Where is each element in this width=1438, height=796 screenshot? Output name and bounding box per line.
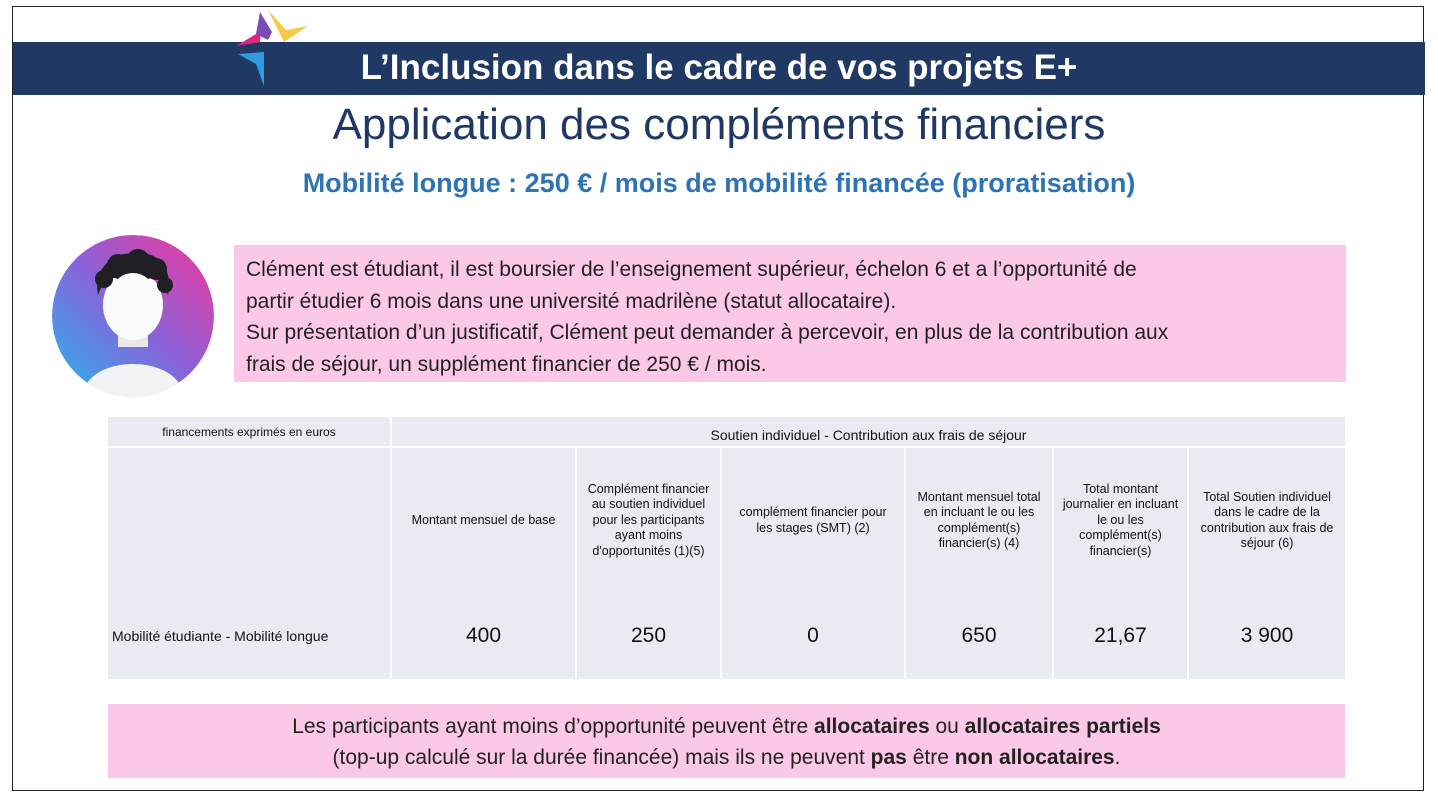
column-header: Total montant journalier en incluant le ou les complément(s) financier(s): [1062, 481, 1179, 558]
table-cell-value: 21,67: [1094, 624, 1147, 647]
note-emphasis: allocataires partiels: [964, 715, 1161, 738]
note-line-1: [108, 711, 1345, 742]
column-header: complément financier pour les stages (SMT) (2): [739, 505, 887, 535]
note-text: être: [906, 746, 955, 769]
logo-yellow-shape: [268, 10, 308, 42]
column-header: Total Soutien individuel dans le cadre de la contribution aux frais de séjour (6): [1200, 489, 1334, 550]
scenario-line: Clément est étudiant, il est boursier de l’enseignement supérieur, échelon 6 et a l’opportunité de: [246, 258, 1137, 281]
table-cell-value: 650: [961, 624, 997, 647]
note-emphasis: non allocataires: [954, 746, 1115, 769]
column-header: Montant mensuel de base: [411, 512, 556, 527]
mobility-heading: Mobilité longue : 250 € / mois de mobilité financée (proratisation): [302, 168, 1136, 198]
table-cell-value: 400: [465, 624, 502, 647]
note-line-2: [108, 742, 1345, 773]
column-header: Montant mensuel total en incluant le ou les complément(s) financier(s) (4): [917, 489, 1041, 550]
table-cell-value: 3 900: [1240, 624, 1294, 647]
erasmus-star-logo: [230, 8, 314, 92]
eligibility-note: [108, 704, 1345, 778]
scenario-line: frais de séjour, un supplément financier de 250 € / mois.: [246, 352, 767, 376]
scenario-line: Sur présentation d’un justificatif, Clément peut demander à percevoir, en plus de la contribution aux: [246, 321, 1169, 344]
scenario-box: [234, 245, 1346, 382]
logo-blue-shape: [238, 52, 264, 86]
table-row-label: Mobilité étudiante - Mobilité longue: [112, 628, 329, 644]
note-emphasis: pas: [870, 746, 907, 769]
note-text: ou: [929, 715, 965, 738]
slide-title: L’Inclusion dans le cadre de vos projets E+: [360, 48, 1078, 87]
note-text: Les participants ayant moins d’opportunité peuvent être: [292, 715, 815, 738]
column-header: Complément financier au soutien individuel pour les participants ayant moins d'opportunités (1)(5): [587, 481, 710, 558]
funding-table: [108, 417, 1345, 679]
student-avatar: [52, 235, 214, 397]
table-corner-label: financements exprimés en euros: [162, 424, 336, 439]
note-text: (top-up calculé sur la durée financée) mais ils ne peuvent: [332, 746, 871, 769]
table-cell-value: 250: [630, 624, 667, 647]
scenario-line: partir étudier 6 mois dans une université madrilène (statut allocataire).: [246, 289, 897, 313]
slide-subtitle: Application des compléments financiers: [332, 100, 1106, 149]
table-cell-value: 0: [807, 624, 819, 647]
table-group-header: Soutien individuel - Contribution aux frais de séjour: [710, 427, 1027, 443]
note-emphasis: allocataires: [814, 715, 930, 738]
title-banner: [13, 42, 1425, 95]
note-text: .: [1114, 746, 1121, 769]
